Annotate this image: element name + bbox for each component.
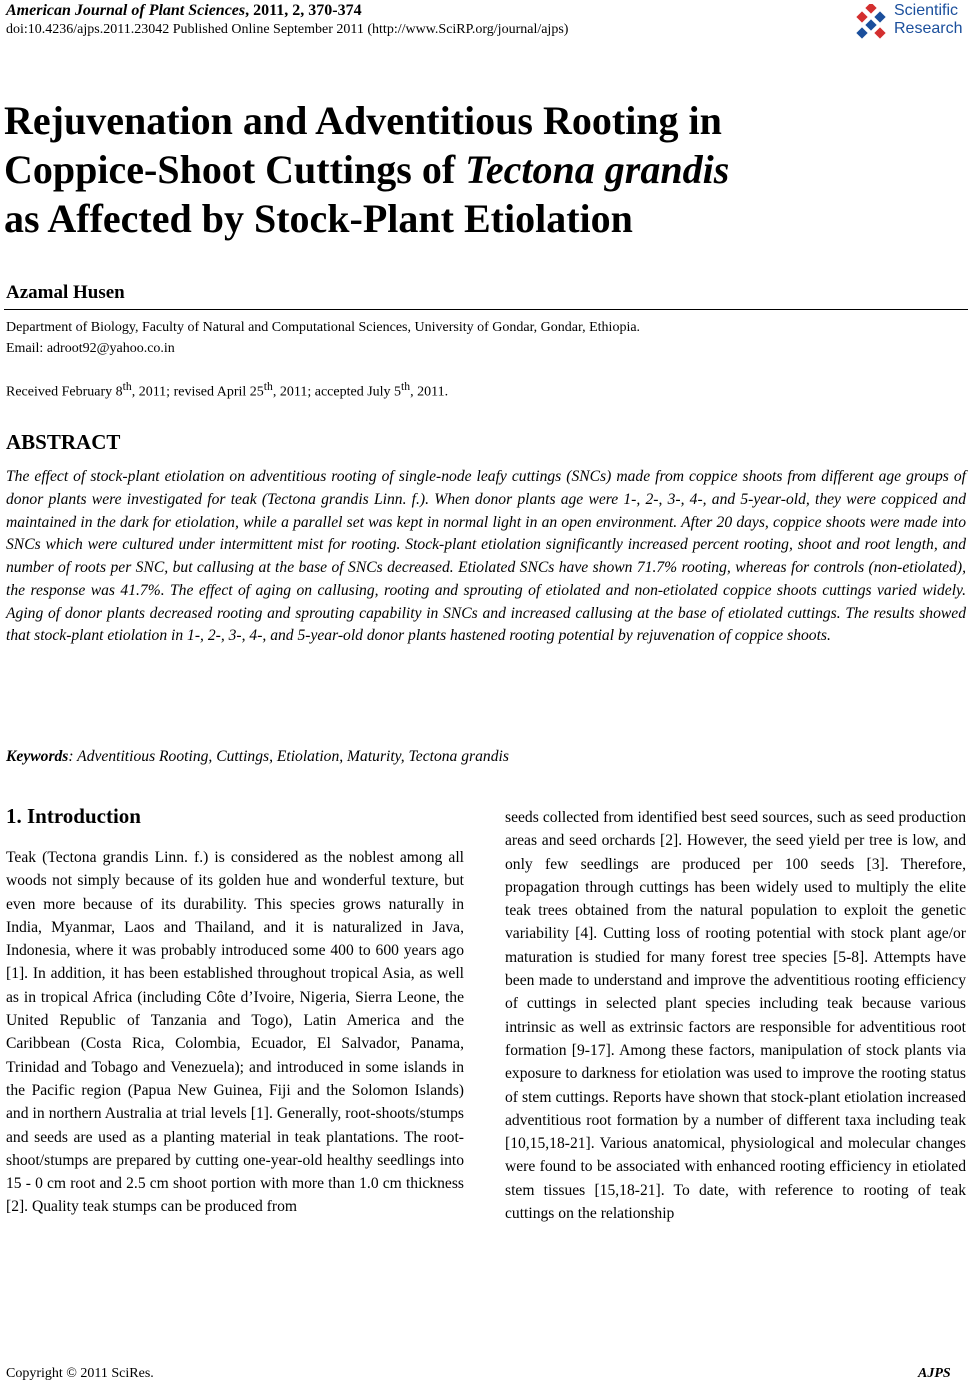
- year-text: , 2011.: [410, 384, 449, 400]
- journal-citation: [6, 2, 362, 20]
- title-line-3: as Affected by Stock-Plant Etiolation: [4, 196, 633, 241]
- accepted-sup: th: [401, 380, 411, 393]
- received-text: Received February 8: [6, 384, 123, 400]
- paper-title: [4, 96, 964, 243]
- affiliation: Department of Biology, Faculty of Natural and Computational Sciences, University of Gondar, Gondar, Ethiopia.: [6, 320, 641, 335]
- title-species: Tectona grandis: [465, 147, 730, 192]
- divider: [4, 309, 968, 310]
- journal-name: American Journal of Plant Sciences: [6, 2, 246, 19]
- logo-line-1: Scientific: [894, 2, 959, 19]
- received-sup: th: [122, 380, 132, 393]
- keywords: [6, 748, 509, 766]
- abstract-text: The effect of stock-plant etiolation on adventitious rooting of single-node leafy cuttings (SNCs) made from coppice shoots from different age groups of donor plants were investigated for teak (Tectona grandis Linn. f.). When donor plants age were 1-, 2-, 3-, 4-, and 5-year-old, they were coppiced and maintained in the dark for etiolation, while a parallel set was kept in normal light in an open environment. After 20 days, coppice shoots were made into SNCs which were cultured under intermittent mist for rooting. Stock-plant etiolation significantly increased percent rooting, shoot and root length, and number of roots per SNC, but callusing at the base of SNCs decreased. Etiolated SNCs have shown 71.7% rooting, whereas for controls (non-etiolated), the response was 41.7%. The effect of aging on callusing, rooting and sprouting of etiolated and non-etiolated coppice shoots cuttings varied widely. Aging of donor plants decreased rooting and sprouting capability in SNCs and increased callusing at the base of etiolated cuttings. The results showed that stock-plant etiolation in 1-, 2-, 3-, 4-, and 5-year-old donor plants hastened rooting potential by rejuvenation of coppice shoots.: [6, 468, 966, 645]
- email: Email: adroot92@yahoo.co.in: [6, 341, 175, 356]
- journal-volume: , 2011, 2, 370-374: [245, 2, 362, 19]
- footer-copyright: Copyright © 2011 SciRes.: [6, 1366, 154, 1381]
- affiliation-block: [6, 317, 640, 359]
- body-column-left: [6, 846, 464, 1219]
- title-line-2-text: Coppice-Shoot Cuttings of: [4, 147, 466, 192]
- publisher-logo: [852, 2, 970, 44]
- keywords-text: : Adventitious Rooting, Cuttings, Etiolation, Maturity, Tectona grandis: [68, 748, 509, 765]
- logo-mark-icon: [852, 4, 890, 42]
- logo-wordmark: [894, 2, 962, 38]
- received-dates: [6, 380, 448, 401]
- accepted-text: , 2011; accepted July 5: [272, 384, 402, 400]
- intro-paragraph-right: seeds collected from identified best seed sources, such as seed production areas and seed orchards [2]. However, the seed yield per tree is low, and only few seedlings are produced per 100 seeds [3]. Therefore, propagation through cuttings has been widely used to multiply the elite teak trees obtained from the natural population to exploit the genetic variability [4]. Cutting loss of rooting potential with stock plant age/or maturation is studied for many forest tree species [5-8]. Attempts have been made to understand and improve the adventitious rooting efficiency of cuttings in selected plant species including teak because various intrinsic as well as extrinsic factors are responsible for adventitious root formation [9-17]. Among these factors, manipulation of stock plants via exposure to darkness for etiolation was used to improve the rooting status of stem cuttings. Reports have shown that stock-plant etiolation increased adventitious root formation by a number of different taxa including teak [10,15,18-21]. Various anatomical, physiological and molecular changes were found to be associated with enhanced rooting efficiency in etiolated stem tissues [15,18-21]. To date, with reference to rooting of teak cuttings on the relationship: [505, 809, 966, 1223]
- footer-journal: AJPS: [918, 1366, 951, 1381]
- keywords-label: Keywords: [6, 748, 69, 765]
- body-column-right: [505, 806, 966, 1225]
- revised-sup: th: [263, 380, 273, 393]
- abstract-body: [6, 466, 966, 648]
- title-line-1: Rejuvenation and Adventitious Rooting in: [4, 98, 722, 143]
- author-name: Azamal Husen: [6, 282, 125, 303]
- section-heading-introduction: 1. Introduction: [6, 804, 141, 828]
- abstract-heading: ABSTRACT: [6, 430, 121, 454]
- title-line-2: [4, 145, 964, 194]
- logo-line-2: Research: [894, 20, 963, 37]
- doi-line: doi:10.4236/ajps.2011.23042 Published Online September 2011 (http://www.SciRP.org/journal/ajps): [6, 22, 569, 37]
- revised-text: , 2011; revised April 25: [131, 384, 264, 400]
- intro-paragraph-left: Teak (Tectona grandis Linn. f.) is considered as the noblest among all woods not simply because of its golden hue and wonderful texture, but even more because of its durability. This species grows naturally in India, Myanmar, Laos and Thailand, and it is naturalized in Java, Indonesia, where it was probably introduced some 400 to 600 years ago [1]. In addition, it has been established throughout tropical Asia, as well as in tropical Africa (including Côte d’Ivoire, Nigeria, Sierra Leone, the United Republic of Tanzania and Togo), Latin America and the Caribbean (Costa Rica, Colombia, Ecuador, El Salvador, Panama, Trinidad and Tobago and Venezuela); and introduced in some islands in the Pacific region (Papua New Guinea, Fiji and the Solomon Islands) and in northern Australia at trial levels [1]. Generally, root-shoots/stumps and seeds are used as a planting material in teak plantations. The root-shoot/stumps are prepared by cutting one-year-old healthy seedlings into 15 - 0 cm root and 2.5 cm shoot portion with more than 1.0 cm thickness [2]. Quality teak stumps can be produced from: [6, 849, 464, 1216]
